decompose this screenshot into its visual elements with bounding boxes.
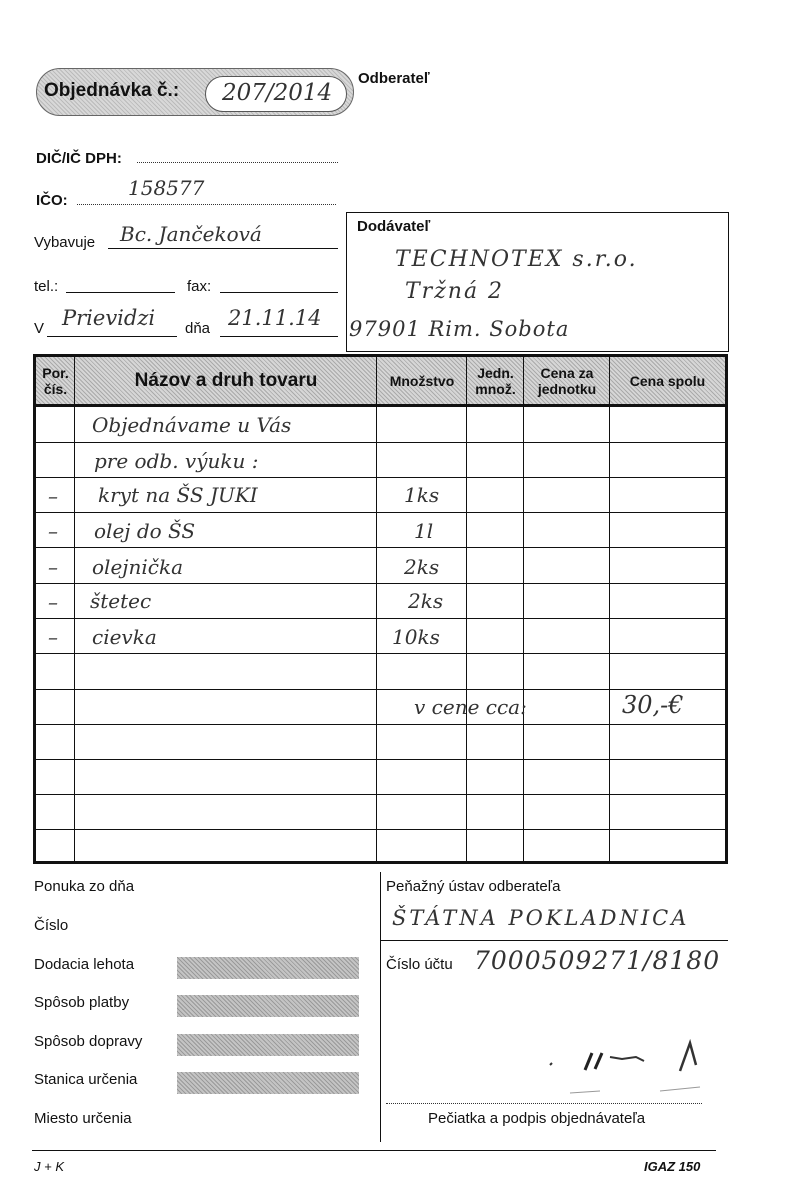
row-2-name: pre odb. výuku :	[94, 449, 259, 473]
row-6-no: –	[48, 590, 58, 614]
prepared-label: Vybavuje	[34, 234, 96, 251]
delivery-label: Dodacia lehota	[34, 956, 135, 973]
row-3-no: –	[48, 484, 58, 508]
footer-divider	[380, 872, 381, 1142]
supplier-line1: TECHNOTEX s.r.o.	[395, 247, 638, 272]
row-4-no: –	[48, 519, 58, 543]
supplier-box	[346, 212, 729, 352]
supplier-line2: Tržná 2	[405, 279, 505, 304]
ico-value: 158577	[128, 176, 205, 200]
in-line	[47, 336, 177, 337]
th-name: Názov a druh tovaru	[134, 369, 318, 391]
ico-label: IČO:	[36, 192, 68, 209]
col-divider	[466, 357, 467, 861]
items-table	[33, 354, 728, 864]
prepared-line	[108, 248, 338, 249]
th-unit: Jedn. množ.	[475, 364, 516, 397]
stamp-line	[386, 1103, 702, 1104]
bank-line	[380, 940, 728, 941]
stamp-label: Pečiatka a podpis objednávateľa	[428, 1110, 646, 1127]
place-label: Miesto určenia	[34, 1110, 132, 1127]
account-label: Číslo účtu	[386, 956, 453, 973]
row-4-name: olej do ŠS	[94, 519, 196, 543]
supplier-line3: 97901 Rim. Sobota	[349, 317, 570, 341]
row-7-name: cievka	[92, 625, 157, 649]
th-total: Cena spolu	[629, 372, 706, 389]
price-value: 30,-€	[622, 691, 684, 719]
row-4-qty: 1l	[414, 519, 434, 543]
payment-field	[177, 995, 359, 1017]
th-no: Por. čís.	[42, 364, 69, 397]
transport-field	[177, 1034, 359, 1056]
date-value: 21.11.14	[228, 306, 322, 330]
row-divider	[36, 512, 725, 513]
payment-label: Spôsob platby	[34, 994, 130, 1011]
row-divider	[36, 618, 725, 619]
in-value: Prievidzi	[62, 306, 156, 330]
th-qty: Množstvo	[389, 372, 455, 389]
prepared-value: Bc. Jančeková	[120, 222, 262, 246]
row-divider	[36, 689, 725, 690]
col-divider	[523, 357, 524, 861]
supplier-label: Dodávateľ	[357, 218, 431, 235]
row-7-no: –	[48, 625, 58, 649]
date-label: dňa	[185, 320, 211, 337]
row-divider	[36, 583, 725, 584]
row-divider	[36, 759, 725, 760]
station-label: Stanica určenia	[34, 1071, 138, 1088]
row-5-no: –	[48, 555, 58, 579]
row-3-name: kryt na ŠS JUKI	[98, 483, 258, 507]
col-divider	[376, 357, 377, 861]
row-6-qty: 2ks	[408, 589, 444, 613]
row-divider	[36, 653, 725, 654]
col-divider	[609, 357, 610, 861]
price-note: v cene cca:	[414, 695, 527, 719]
transport-label: Spôsob dopravy	[34, 1033, 143, 1050]
row-divider	[36, 442, 725, 443]
row-1-name: Objednávame u Vás	[92, 413, 292, 437]
row-5-name: olejnička	[92, 555, 183, 579]
tel-line	[66, 292, 175, 293]
ico-line	[77, 204, 336, 205]
order-number-value: 207/2014	[222, 80, 333, 106]
fax-line	[220, 292, 338, 293]
customer-label: Odberateľ	[358, 70, 430, 87]
account-value: 7000509271/8180	[474, 946, 721, 975]
vat-label: DIČ/IČ DPH:	[36, 150, 122, 167]
th-unit-price: Cena za jednotku	[537, 364, 597, 397]
row-7-qty: 10ks	[392, 625, 440, 649]
order-label: Objednávka č.:	[44, 80, 180, 101]
date-line	[220, 336, 338, 337]
row-6-name: štetec	[90, 589, 152, 613]
delivery-field	[177, 957, 359, 979]
tel-label: tel.:	[34, 278, 59, 295]
bottom-line	[32, 1150, 716, 1151]
in-label: V	[34, 320, 45, 337]
vat-line	[137, 162, 338, 163]
row-3-qty: 1ks	[404, 483, 440, 507]
col-divider	[74, 357, 75, 861]
bank-label: Peňažný ústav odberateľa	[386, 878, 561, 895]
station-field	[177, 1072, 359, 1094]
fax-label: fax:	[187, 278, 212, 295]
row-divider	[36, 724, 725, 725]
row-divider	[36, 547, 725, 548]
bank-value: ŠTÁTNA POKLADNICA	[392, 906, 690, 930]
row-5-qty: 2ks	[404, 555, 440, 579]
row-divider	[36, 477, 725, 478]
signature-image	[540, 1035, 720, 1105]
number-label: Číslo	[34, 917, 69, 934]
table-header	[36, 357, 725, 407]
bottom-left-code: J + K	[34, 1159, 64, 1174]
offer-label: Ponuka zo dňa	[34, 878, 135, 895]
bottom-right-code: IGAZ 150	[644, 1159, 701, 1174]
row-divider	[36, 794, 725, 795]
row-divider	[36, 829, 725, 830]
